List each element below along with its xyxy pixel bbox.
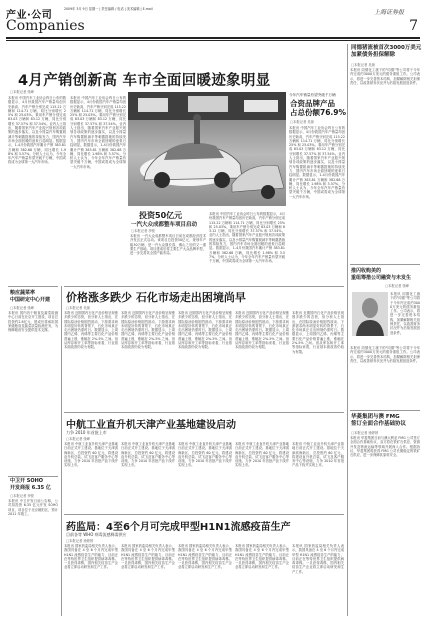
tianjin-byline: □本报记者 张峰	[66, 437, 90, 441]
lead-photo	[128, 92, 286, 206]
tianjin-body-col1: 本报讯 中航工业直升机天津产业基地日前正式开工建设。基地位于天津滨海新区，总投资约 60 亿元，将建设直升机总装、试飞及客户服务中心等设施，力争 2010 年首批产品下线并实现上市。	[64, 442, 118, 468]
vaccine-headline: 药监局：4至6个月可完成甲型H1N1流感疫苗生产	[66, 522, 291, 533]
header-rule-thin	[6, 40, 420, 41]
header-rule	[6, 37, 420, 39]
side-body: 本报讯 中国汽车工业协会昨日公布的数据显示，4月份我国汽车产销量均创历史新高，汽车产销分别完成 115.22 万辆和 114.71 万辆，同比分别增长 25% 和 25.03%。乘用车产销分别完成 83.03 万辆和 83.12 万辆，同比分别增长 37.57% 和 37.54%。业内人士指出，随着国家汽车产业振兴规划各项政策的逐步落实，以及小排量汽车购置税减半等刺激措施的持续发力，国内汽车市场全面回暖的迹象日趋明显。数据显示，1-4月份我国汽车累计产销 383.81 万辆和 382.68 万辆，同比增长 1.98% 和 3.57%。分析人士认为，今年全年汽车产销量有望突破千万辆，中国或将成为全球第一大汽车市场。	[289, 126, 345, 199]
right-divider-1	[350, 264, 420, 265]
section-subtitle: Companies	[6, 18, 85, 34]
price-top-rule	[64, 286, 344, 287]
vaccine-subhead: 目前各等 WHO 病毒流感株需供应	[66, 532, 127, 537]
right-mid-byline: □本报记者 张峰	[385, 284, 409, 288]
tianjin-headline: 中航工业直升机天津产业基地建设启动	[66, 420, 236, 431]
tianjin-body-col3: 本报讯 中航工业直升机天津产业基地日前正式开工建设。基地位于天津滨海新区，总投资约 60 亿元，将建设直升机总装、试飞及客户服务中心等设施，力争 2010 年首批产品下线并实现上市。	[178, 442, 232, 468]
lead-headline: 4月产销创新高 车市全面回暖迹象明显	[18, 73, 271, 89]
invest-body-col2: 本报讯 中国汽车工业协会昨日公布的数据显示，4月份我国汽车产销量均创历史新高，汽车产销分别完成 115.22 万辆和 114.71 万辆，同比分别增长 25% 和 25.03%。乘用车产销分别完成 83.03 万辆和 83.12 万辆，同比分别增长 37.57% 和 37.54%。业内人士指出，随着国家汽车产业振兴规划各项政策的逐步落实，以及小排量汽车购置税减半等刺激措施的持续发力，国内汽车市场全面回暖的迹象日趋明显。数据显示，1-4月份我国汽车累计产销 383.81 万辆和 382.68 万辆，同比增长 1.98% 和 3.57%。分析人士认为，今年全年汽车产销量有望突破千万辆，中国或将成为全球第一大汽车市场。	[209, 212, 285, 264]
tianjin-body-col4: 本报讯 中航工业直升机天津产业基地日前正式开工建设。基地位于天津滨海新区，总投资约 60 亿元，将建设直升机总装、试飞及客户服务中心等设施，力争 2010 年首批产品下线并实现上市。	[235, 442, 289, 468]
vaccine-body-col1: 本报讯 国家药监局相关负责人表示，我国具备在 4 至 6 个月内完成甲型 H1N1 流感疫苗生产的能力，目前正在等待世界卫生组织提供病毒毒株。一旦获得毒株，国内相关疫苗生产企业将立即启动研发和生产工作。	[64, 544, 118, 570]
paper-name: 上海证券报	[373, 9, 404, 16]
lead-body-col2: 本报讯 中国汽车工业协会昨日公布的数据显示，4月份我国汽车产销量均创历史新高，汽车产销分别完成 115.22 万辆和 114.71 万辆，同比分别增长 25% 和 25.03%。乘用车产销分别完成 83.03 万辆和 83.12 万辆，同比分别增长 37.57% 和 37.54%。业内人士指出，随着国家汽车产业振兴规划各项政策的逐步落实，以及小排量汽车购置税减半等刺激措施的持续发力，国内汽车市场全面回暖的迹象日趋明显。数据显示，1-4月份我国汽车累计产销 383.81 万辆和 382.68 万辆，同比增长 1.98% 和 3.57%。分析人士认为，今年全年汽车产销量有望突破千万辆，中国或将成为全球第一大汽车市场。	[70, 96, 126, 169]
right-bottom-headline: 华菱集团与澳 FMG 签订全面合作基础协议	[351, 414, 407, 427]
side-headline: 今年汽车销量有望突破千万辆	[289, 93, 336, 97]
right-column-divider	[347, 44, 348, 616]
tianjin-body-col2: 本报讯 中航工业直升机天津产业基地日前正式开工建设。基地位于天津滨海新区，总投资约 60 亿元，将建设直升机总装、试飞及客户服务中心等设施，力争 2010 年首批产品下线并实现上市。	[121, 442, 175, 468]
price-headline: 价格涨多跌少 石化市场走出困境尚早	[66, 291, 246, 304]
left-story-3-headline: 中卫开 SOHO 开发商报 6.35 亿	[10, 478, 51, 491]
issue-meta: 2009年 3月 9日 星期一 | 责任编辑 / 电话 | 美术编辑 | E-mail	[64, 7, 153, 11]
lead-byline: □本报记者 张峰	[10, 90, 34, 94]
section-title: 产业·公司	[6, 10, 53, 21]
right-top-headline: 同德猪流被首次3000万美元 加紧债务担保解除	[351, 45, 422, 58]
tianjin-top-rule	[64, 412, 344, 413]
invest-byline: □本报记者 李锐	[131, 229, 155, 233]
vaccine-body-col4: 本报讯 国家药监局相关负责人表示，我国具备在 4 至 6 个月内完成甲型 H1N1 流感疫苗生产的能力，目前正在等待世界卫生组织提供病毒毒株。一旦获得毒株，国内相关疫苗生产企业将立即启动研发和生产工作。	[235, 544, 289, 570]
page-number: 7	[409, 18, 418, 34]
left-story-2-headline: 粮应蔬菜率 中国研定中心开建	[10, 290, 51, 303]
left-divider-2	[8, 476, 58, 477]
left-column-divider	[61, 286, 62, 616]
price-body-col4: 本报讯 近期国内石化产品价格呈现涨多跌少的态势，但分析人士指出，在国际原油价格剧烈波动、下游需求尚未明显好转的背景下，石化市场真正走出困境仍需时日。数据显示，上周国内乙烯、丙烯等主要石化产品价格普遍上涨，涨幅在 2%-5% 之间。但从库存和开工率等指标来看，行业基本面改善仍较为有限。	[235, 311, 289, 350]
price-body-col2: 本报讯 近期国内石化产品价格呈现涨多跌少的态势，但分析人士指出，在国际原油价格剧烈波动、下游需求尚未明显好转的背景下，石化市场真正走出困境仍需时日。数据显示，上周国内乙烯、丙烯等主要石化产品价格普遍上涨，涨幅在 2%-5% 之间。但从库存和开工率等指标来看，行业基本面改善仍较为有限。	[121, 311, 175, 350]
price-body-col5: 本报讯 近期国内石化产品价格呈现涨多跌少的态势，但分析人士指出，在国际原油价格剧烈波动、下游需求尚未明显好转的背景下，石化市场真正走出困境仍需时日。数据显示，上周国内乙烯、丙烯等主要石化产品价格普遍上涨，涨幅在 2%-5% 之间。但从库存和开工率等指标来看，行业基本面改善仍较为有限。	[292, 311, 344, 354]
side-kicker: 合资品牌产品 占总份额76.9%	[290, 99, 347, 117]
right-divider-2	[350, 410, 420, 411]
invest-headline: 投资50亿元	[139, 211, 183, 220]
vaccine-top-rule	[64, 514, 344, 515]
masthead	[6, 6, 420, 36]
lead-body-col1: 本报讯 中国汽车工业协会昨日公布的数据显示，4月份我国汽车产销量均创历史新高，汽车产销分别完成 115.22 万辆和 114.71 万辆，同比分别增长 25% 和 25.03%。乘用车产销分别完成 83.03 万辆和 83.12 万辆，同比分别增长 37.57% 和 37.54%。业内人士指出，随着国家汽车产业振兴规划各项政策的逐步落实，以及小排量汽车购置税减半等刺激措施的持续发力，国内汽车市场全面回暖的迹象日趋明显。数据显示，1-4月份我国汽车累计产销 383.81 万辆和 382.68 万辆，同比增长 1.98% 和 3.57%。分析人士认为，今年全年汽车产销量有望突破千万辆，中国或将成为全球第一大汽车市场。	[8, 96, 66, 165]
vaccine-body-col5: 本报讯 国家药监局相关负责人表示，我国具备在 4 至 6 个月内完成甲型 H1N1 流感疫苗生产的能力，目前正在等待世界卫生组织提供病毒毒株。一旦获得毒株，国内相关疫苗生产企业将立即启动研发和生产工作。	[292, 544, 344, 574]
invest-body-col1: 本报讯 一汽大众成都整车项目日前在成都经济技术开发区正式启动。该项目总投资50亿元，规划年产能30万辆，是一汽大众继长春、佛山之后的又一重要生产基地。项目建成后将主要生产大众品牌车型，进一步完善其全国产能布局。	[130, 234, 206, 256]
left-divider-1	[8, 286, 58, 287]
vaccine-body-col2: 本报讯 国家药监局相关负责人表示，我国具备在 4 至 6 个月内完成甲型 H1N1 流感疫苗生产的能力，目前正在等待世界卫生组织提供病毒毒株。一旦获得毒株，国内相关疫苗生产企业将立即启动研发和生产工作。	[121, 544, 175, 570]
right-top-byline: □本报记者 吴琼	[351, 63, 375, 67]
tianjin-body-col5: 本报讯 中航工业直升机天津产业基地日前正式开工建设。基地位于天津滨海新区，总投资约 60 亿元，将建设直升机总装、试飞及客户服务中心等设施，力争 2010 年首批产品下线并实现上市。	[292, 442, 344, 468]
left-story-2-body: 本报讯 国内首个粮食及蔬菜检测中心日前在北京开工建设，项目总投资约2.8亿元，建成后将承担国家级粮食及蔬菜质量检测任务，为保障粮食安全提供技术支撑。	[8, 311, 58, 333]
portrait-photo	[352, 292, 388, 336]
right-bottom-body: 本报讯 华菱集团日前与澳大利亚 FMG 公司签订全面合作基础协议，双方将在铁矿石供应、资源开发及物流运输等领域开展深入合作。根据协议，华菱集团将获得 FMG 公司长期稳定的铁矿石供应，进一步保障其原料安全。	[350, 436, 420, 458]
right-mid-body: 本报讯 同德化工旗下的"同德"等公司将于今年内完成约3000万美元的债务重组工作。公司表示，将进一步完善资本结构，加紧解除相关担保责任，以改善财务状况并为后续发展创造条件。	[350, 346, 420, 363]
left-story-3-byline: □本报记者 李锐	[10, 494, 34, 498]
left-story-3-body: 本报讯 中卫开发日前公告称，公司拟投资 6.35 亿元开发 SOHO 项目，项目位于北京朝阳区，预计 2011 年竣工。	[8, 499, 58, 516]
right-bottom-byline: □本报记者 徐婷婷	[351, 431, 379, 435]
side-byline: □本报记者 吴琼	[290, 120, 314, 124]
vaccine-byline: □本报记者 徐婷婷	[66, 539, 94, 543]
price-byline: □本报记者 吴琼	[66, 306, 90, 310]
vaccine-body-col3: 本报讯 国家药监局相关负责人表示，我国具备在 4 至 6 个月内完成甲型 H1N1 流感疫苗生产的能力，目前正在等待世界卫生组织提供病毒毒株。一旦获得毒株，国内相关疫苗生产企业将立即启动研发和生产工作。	[178, 544, 232, 570]
tianjin-subhead: 力争 2010 年首批上市	[66, 430, 107, 435]
invest-subhead: 一汽大众成都整车项目启动	[131, 222, 198, 228]
price-body-col3: 本报讯 近期国内石化产品价格呈现涨多跌少的态势，但分析人士指出，在国际原油价格剧烈波动、下游需求尚未明显好转的背景下，石化市场真正走出困境仍需时日。数据显示，上周国内乙烯、丙烯等主要石化产品价格普遍上涨，涨幅在 2%-5% 之间。但从库存和开工率等指标来看，行业基本面改善仍较为有限。	[178, 311, 232, 350]
right-mid-headline: 推闪收购美的 重组筹措公司融资与未发生	[351, 268, 412, 281]
price-body-col1: 本报讯 近期国内石化产品价格呈现涨多跌少的态势，但分析人士指出，在国际原油价格剧烈波动、下游需求尚未明显好转的背景下，石化市场真正走出困境仍需时日。数据显示，上周国内乙烯、丙烯等主要石化产品价格普遍上涨，涨幅在 2%-5% 之间。但从库存和开工率等指标来看，行业基本面改善仍较为有限。	[64, 311, 118, 350]
right-top-body: 本报讯 同德化工旗下的"同德"等公司将于今年内完成约3000万美元的债务重组工作。公司表示，将进一步完善资本结构，加紧解除相关担保责任，以改善财务状况并为后续发展创造条件。	[350, 68, 420, 85]
right-mid-body-narrow: 本报讯 同德化工旗下的"同德"等公司将于今年内完成约3000万美元的债务重组工作。公司表示，将进一步完善资本结构，加紧解除相关担保责任，以改善财务状况并为后续发展创造条件。	[390, 292, 420, 335]
left-story-2-byline: □本报记者 张峰	[10, 306, 34, 310]
